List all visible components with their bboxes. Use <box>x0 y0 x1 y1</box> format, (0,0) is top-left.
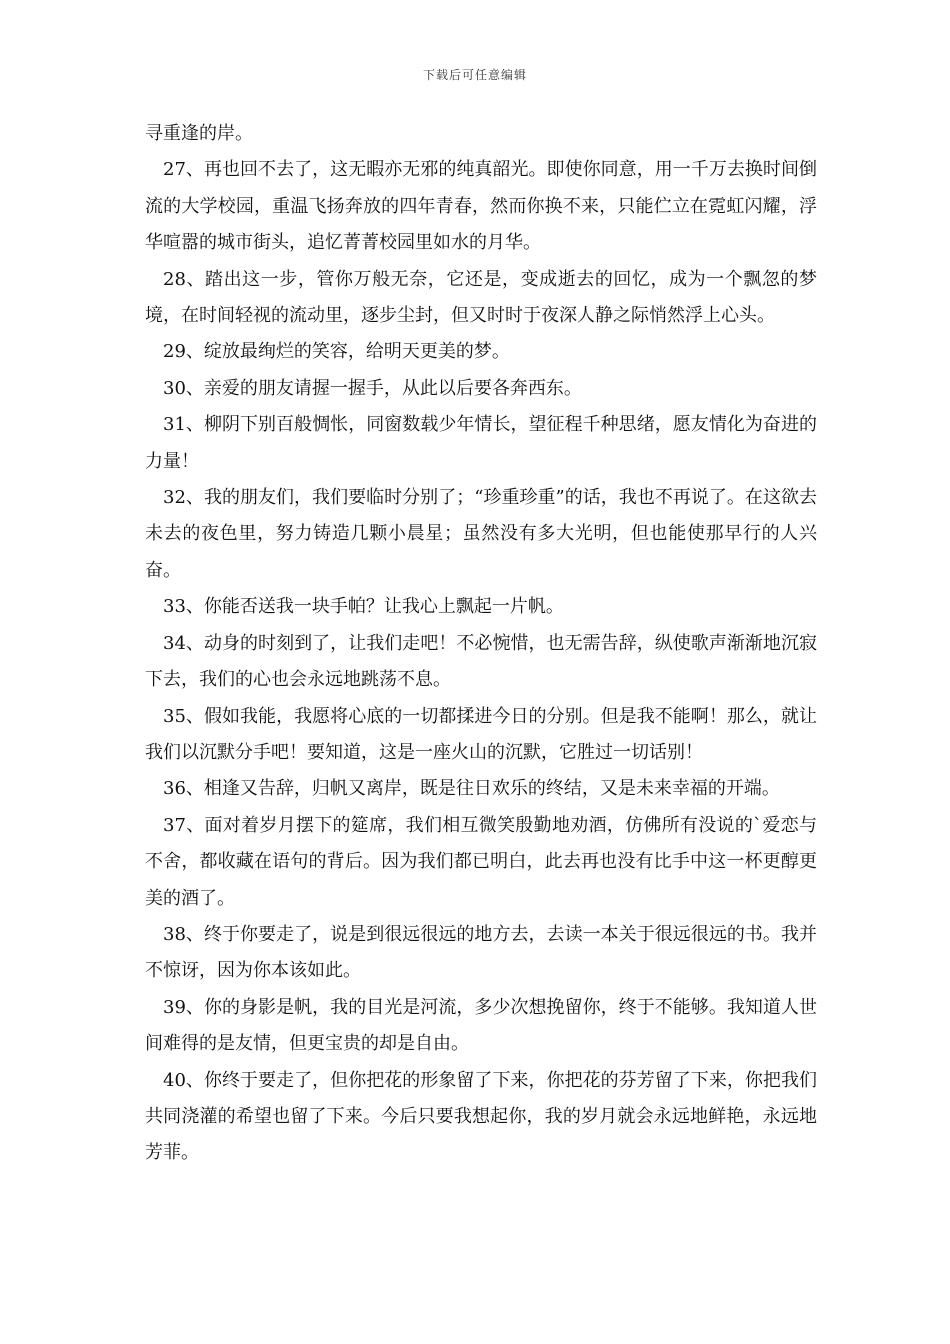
paragraph-36: 36、相逢又告辞，归帆又离岸，既是往日欢乐的终结，又是未来幸福的开端。 <box>163 778 780 800</box>
paragraph-continuation: 寻重逢的岸。 <box>145 123 253 144</box>
paragraph-34: 34、动身的时刻到了，让我们走吧！不必惋惜，也无需告辞，纵使歌声渐渐地沉寂下去，我们的心也会永远地跳荡不息。 <box>145 632 817 691</box>
paragraph-31: 31、柳阴下别百般惆怅，同窗数载少年情长，望征程千种思绪，愿友情化为奋进的力量！ <box>145 414 817 472</box>
paragraph-29: 29、绽放最绚烂的笑容，给明天更美的梦。 <box>163 341 510 363</box>
paragraph-27: 27、再也回不去了，这无暇亦无邪的纯真韶光。即使你同意，用一千万去换时间倒流的大学校园，重温飞扬奔放的四年青春，然而你换不来，只能伫立在霓虹闪耀，浮华喧嚣的城市街头，追忆菁菁校园里如水的月华。 <box>145 159 817 254</box>
paragraph-28: 28、踏出这一步，管你万般无奈，它还是，变成逝去的回忆，成为一个飘忽的梦境，在时间轻视的流动里，逐步尘封，但又时时于夜深人静之际悄然浮上心头。 <box>145 268 817 327</box>
paragraph-38: 38、终于你要走了，说是到很远很远的地方去，去读一本关于很远很远的书。我并不惊讶，因为你本该如此。 <box>145 923 817 982</box>
paragraph-33: 33、你能否送我一块手帕？让我心上飘起一片帆。 <box>163 596 564 618</box>
paragraph-40: 40、你终于要走了，但你把花的形象留了下来，你把花的芬芳留了下来，你把我们共同浇灌的希望也留了下来。今后只要我想起你，我的岁月就会永远地鲜艳，永远地芳菲。 <box>145 1069 817 1164</box>
paragraph-39: 39、你的身影是帆，我的目光是河流，多少次想挽留你，终于不能够。我知道人世间难得的是友情，但更宝贵的却是自由。 <box>145 996 817 1055</box>
paragraph-37: 37、面对着岁月摆下的筵席，我们相互微笑殷勤地劝酒，仿佛所有没说的`爱恋与不舍，都收藏在语句的背后。因为我们都已明白，此去再也没有比手中这一杯更醇更美的酒了。 <box>145 814 817 909</box>
paragraph-32: 32、我的朋友们，我们要临时分别了；“珍重珍重”的话，我也不再说了。在这欲去未去的夜色里，努力铸造几颗小晨星；虽然没有多大光明，但也能使那早行的人兴奋。 <box>145 487 817 581</box>
paragraph-30: 30、亲爱的朋友请握一握手，从此以后要各奔西东。 <box>163 377 582 399</box>
paragraph-35: 35、假如我能，我愿将心底的一切都揉进今日的分别。但是我不能啊！那么，就让我们以沉默分手吧！要知道，这是一座火山的沉默，它胜过一切话别！ <box>145 705 817 763</box>
page-header-note: 下载后可任意编辑 <box>422 68 527 82</box>
document-body <box>145 116 817 1172</box>
